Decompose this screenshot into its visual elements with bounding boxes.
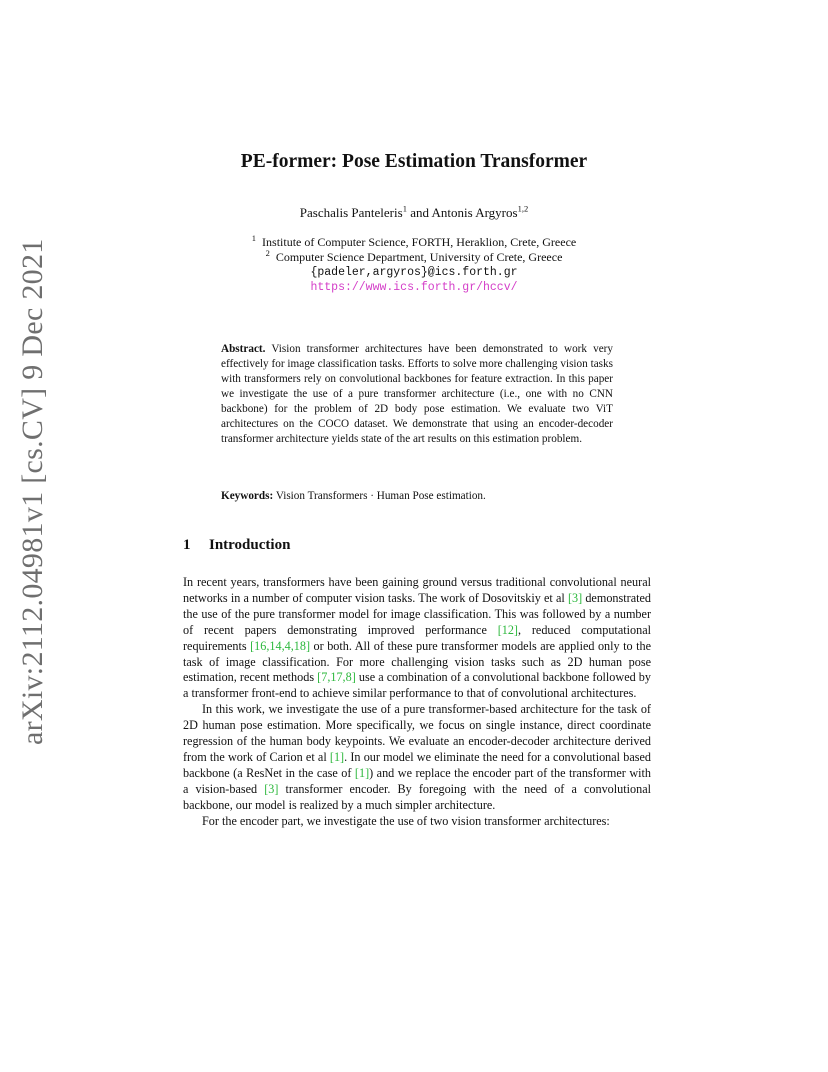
paragraph-2-text-d: transformer encoder. By foregoing with the need of a convolutional backbone, our model is realized by a much simpler architecture. — [183, 781, 651, 812]
author-2-name: Antonis Argyros — [431, 205, 518, 220]
section-heading-introduction — [183, 537, 290, 554]
keywords-label: Keywords: — [221, 490, 274, 502]
author-1-name: Paschalis Panteleris — [299, 205, 403, 220]
introduction-body — [183, 575, 651, 830]
abstract-text: Vision transformer architectures have been demonstrated to work very effectively for image classification tasks. Efforts to solve more challenging vision tasks with transformers rely on convolutional backbones for feature extraction. In this paper we investigate the use of a pure transformer architecture (i.e., one with no CNN backbone) for the problem of 2D body pose estimation. We evaluate two ViT architectures on the COCO dataset. We demonstrate that using an encoder-decoder transformer architecture yields state of the art results on this estimation problem. — [221, 343, 613, 445]
citation-link[interactable]: [12] — [497, 622, 518, 637]
paragraph-3 — [183, 814, 651, 830]
affiliation-2-mark: 2 — [265, 248, 270, 258]
lab-url-line — [0, 281, 828, 294]
citation-link[interactable]: [16,14,4,18] — [250, 638, 311, 653]
paragraph-1-text-e: use a combination of a convolutional backbone followed by a transformer front-end to achieve similar performance to that of convolutional architectures. — [183, 670, 651, 701]
paragraph-1 — [183, 575, 651, 702]
paragraph-3-text: For the encoder part, we investigate the use of two vision transformer architectures: — [202, 813, 610, 828]
paragraph-1-text-d: or both. All of these pure transformer models are applied only to the task of image classification. For more challenging vision tasks such as 2D human pose estimation, recent methods — [183, 638, 651, 685]
affiliation-1-text: Institute of Computer Science, FORTH, Heraklion, Crete, Greece — [262, 235, 577, 249]
citation-link[interactable]: [3] — [567, 590, 583, 605]
citation-link[interactable]: [7,17,8] — [317, 670, 356, 685]
abstract-label: Abstract. — [221, 343, 266, 355]
author-1-affil-mark: 1 — [402, 203, 407, 214]
section-title-text: Introduction — [209, 537, 291, 553]
section-number: 1 — [183, 537, 191, 553]
paragraph-2-text-c: ) and we replace the encoder part of the transformer with a vision-based — [183, 765, 651, 796]
author-2-affil-mark: 1,2 — [517, 203, 529, 214]
arxiv-identifier: arXiv:2112.04981v1 [cs.CV] 9 Dec 2021 — [16, 238, 49, 745]
citation-link[interactable]: [1] — [329, 749, 345, 764]
paragraph-1-text-b: demonstrated the use of the pure transformer model for image classification. This was followed by a number of recent papers demonstrating improved performance — [183, 590, 651, 637]
paragraph-1-text-a: In recent years, transformers have been gaining ground versus traditional convolutional neural networks in a number of computer vision tasks. The work of Dosovitskiy et al — [183, 575, 651, 605]
affiliation-1-mark: 1 — [251, 233, 257, 243]
affiliation-1 — [0, 235, 828, 250]
abstract — [221, 342, 613, 447]
citation-link[interactable]: [1] — [354, 765, 370, 780]
keywords-text: Vision Transformers · Human Pose estimation. — [275, 490, 486, 502]
lab-url-link[interactable]: https://www.ics.forth.gr/hccv/ — [310, 281, 518, 294]
author-emails: {padeler,argyros}@ics.forth.gr — [310, 266, 518, 279]
author-conjunction: and — [406, 205, 432, 220]
affiliation-2 — [0, 250, 828, 265]
paragraph-2 — [183, 702, 651, 813]
paragraph-1-text-c: , reduced computational requirements — [183, 622, 651, 653]
author-line — [0, 205, 828, 221]
keywords — [221, 490, 613, 502]
affiliation-2-text: Computer Science Department, University of Crete, Greece — [275, 250, 563, 264]
paragraph-2-text-b: . In our model we eliminate the need for a convolutional based backbone (a ResNet in the case of — [183, 749, 652, 780]
paragraph-2-text-a: In this work, we investigate the use of a pure transformer-based architecture for the task of 2D human pose estimation. More specifically, we focus on single instance, direct coordinate regression of the human body keypoints. We evaluate an encoder-decoder architecture derived from the work of Carion et al — [183, 702, 651, 764]
citation-link[interactable]: [3] — [264, 781, 279, 796]
paper-title: PE-former: Pose Estimation Transformer — [240, 151, 588, 172]
